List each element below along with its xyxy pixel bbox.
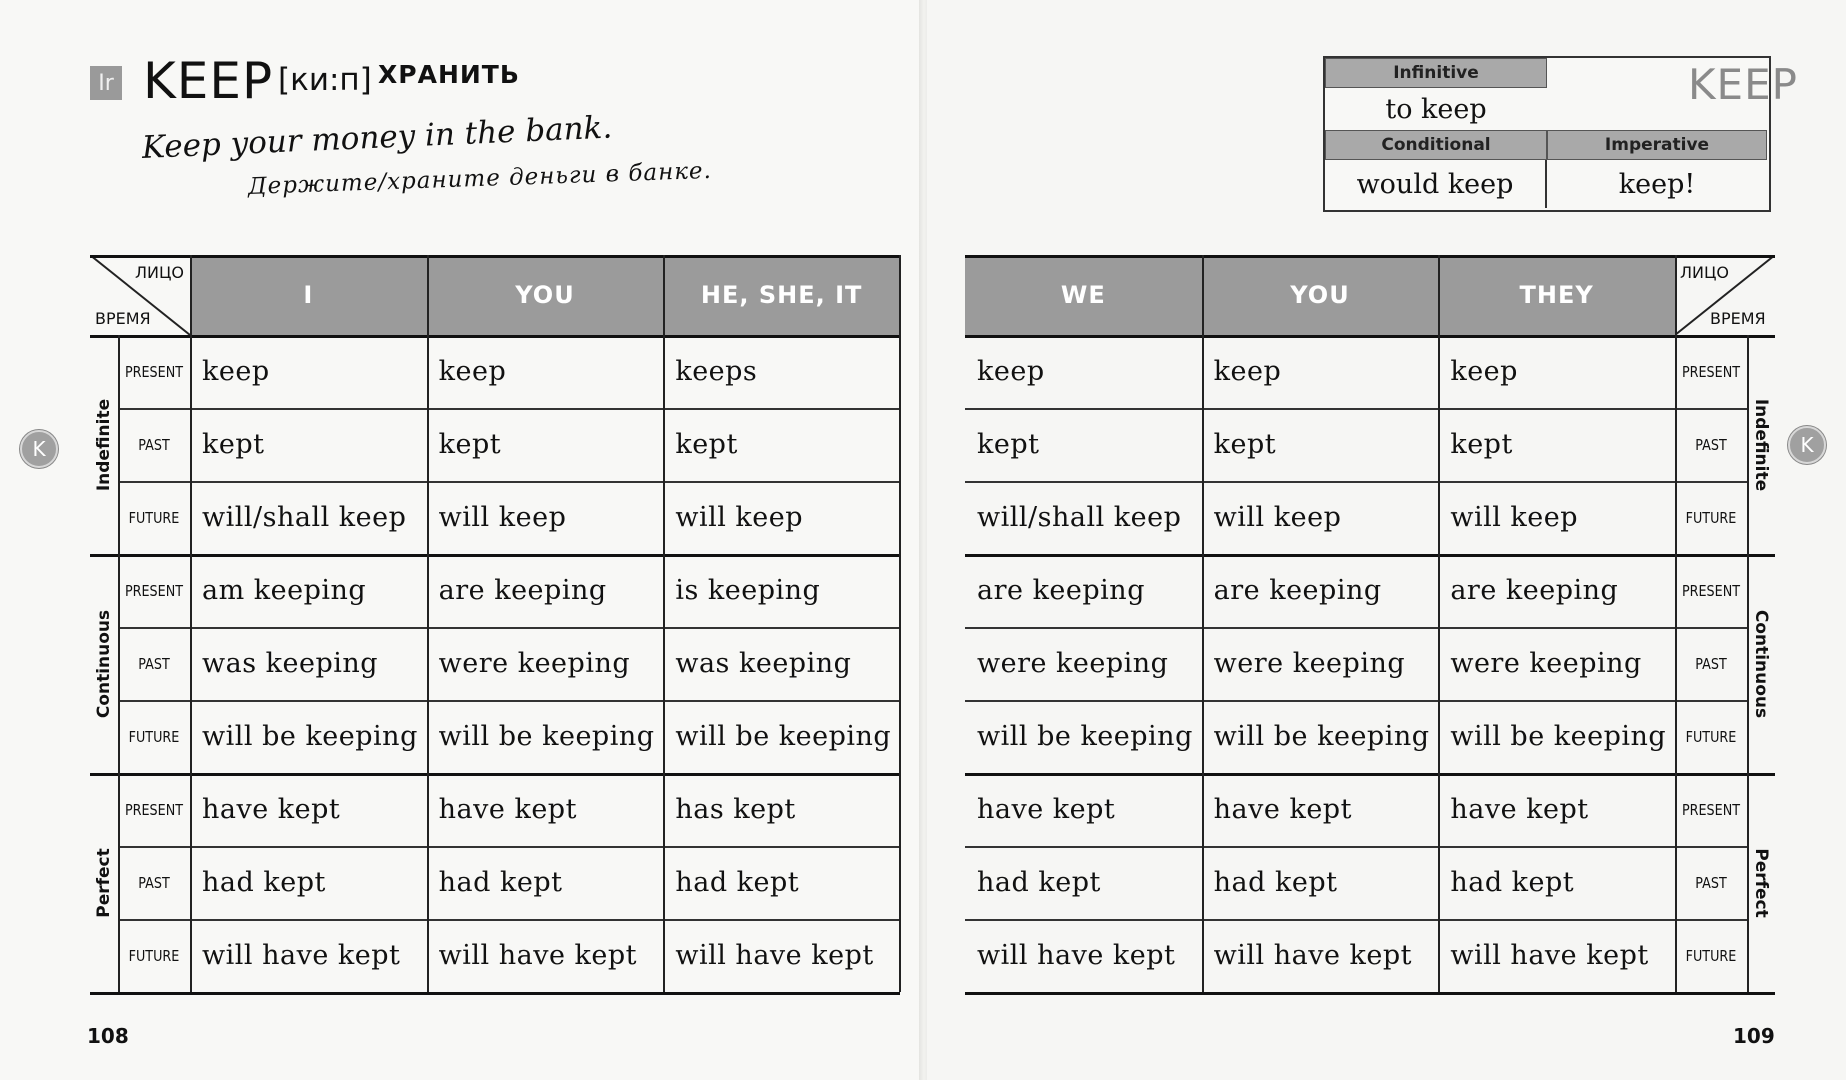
conditional-value: would keep <box>1325 160 1547 208</box>
conjugation-cell: are keeping <box>1213 574 1382 606</box>
example-sentence-en: Keep your money in the bank. <box>141 109 613 166</box>
conjugation-cell: will have kept <box>977 939 1176 971</box>
tense-label: FUTURE <box>1685 727 1737 746</box>
conjugation-cell: keep <box>202 355 270 387</box>
tense-label: PAST <box>138 435 170 454</box>
tense-label: FUTURE <box>1685 946 1737 965</box>
book-spine <box>919 0 927 1080</box>
tense-label: PAST <box>138 654 170 673</box>
conjugation-cell: were keeping <box>1450 647 1642 679</box>
conjugation-cell: will have kept <box>675 939 874 971</box>
conjugation-cell: will keep <box>675 501 804 533</box>
aspect-label: Continuous <box>94 609 114 718</box>
tense-label: PRESENT <box>1681 581 1741 600</box>
tense-label: PRESENT <box>124 581 184 600</box>
column-divider <box>1675 255 1677 992</box>
conjugation-cell: will have kept <box>438 939 638 971</box>
person-header: THEY <box>1519 281 1594 309</box>
conjugation-cell: had kept <box>675 866 800 898</box>
conjugation-cell: will be keeping <box>977 720 1193 752</box>
conjugation-cell: will be keeping <box>202 720 418 752</box>
example-sentence-ru: Держите/храните деньги в банке. <box>247 157 713 200</box>
tense-label: PRESENT <box>124 800 184 819</box>
column-divider <box>190 255 192 992</box>
tense-label: FUTURE <box>1685 508 1737 527</box>
conjugation-cell: will be keeping <box>1213 720 1430 752</box>
corner-person-label: ЛИЦО <box>135 263 185 282</box>
column-divider <box>427 255 429 992</box>
corner-person-label: ЛИЦО <box>1680 263 1730 282</box>
aspect-label: Perfect <box>94 847 114 918</box>
aspect-label: Indefinite <box>94 398 114 491</box>
tense-label: PAST <box>1695 435 1727 454</box>
conjugation-cell: will keep <box>1450 501 1579 533</box>
verb-title-secondary: KEEP <box>1688 60 1798 109</box>
conjugation-cell: have kept <box>977 793 1116 825</box>
conjugation-cell: are keeping <box>438 574 607 606</box>
conjugation-cell: was keeping <box>202 647 379 679</box>
conjugation-cell: are keeping <box>1450 574 1619 606</box>
column-divider <box>899 255 901 992</box>
conjugation-cell: are keeping <box>977 574 1145 606</box>
page-number-left: 108 <box>87 1024 129 1048</box>
tense-label: FUTURE <box>128 946 180 965</box>
conjugation-cell: keep <box>438 355 507 387</box>
corner-time-label: ВРЕМЯ <box>1710 309 1766 328</box>
conjugation-cell: were keeping <box>977 647 1169 679</box>
person-header: YOU <box>1290 281 1350 309</box>
conjugation-cell: kept <box>438 428 502 460</box>
conjugation-cell: keep <box>977 355 1045 387</box>
conjugation-cell: have kept <box>1450 793 1589 825</box>
irregular-badge: Ir <box>90 66 122 100</box>
table-top-border <box>90 255 900 258</box>
tense-label: FUTURE <box>128 727 180 746</box>
person-header: YOU <box>515 281 575 309</box>
row-divider <box>965 992 1775 995</box>
left-conjugation-table <box>90 255 900 1015</box>
conjugation-cell: will/shall keep <box>202 501 407 533</box>
column-divider <box>1438 255 1440 992</box>
conjugation-cell: had kept <box>977 866 1101 898</box>
imperative-value: keep! <box>1618 168 1696 200</box>
tense-label: PAST <box>1695 873 1727 892</box>
tense-label: PAST <box>138 873 170 892</box>
conjugation-cell: had kept <box>1213 866 1338 898</box>
conjugation-cell: kept <box>977 428 1040 460</box>
tense-label: PAST <box>1695 654 1727 673</box>
conjugation-cell: will have kept <box>1213 939 1413 971</box>
conjugation-cell: was keeping <box>675 647 852 679</box>
corner-time-label: ВРЕМЯ <box>95 309 151 328</box>
person-header: WE <box>1060 281 1106 309</box>
conjugation-cell: kept <box>675 428 738 460</box>
conjugation-cell: have kept <box>438 793 577 825</box>
corner-diagonal <box>90 255 190 335</box>
conjugation-cell: were keeping <box>438 647 631 679</box>
conjugation-cell: were keeping <box>1213 647 1406 679</box>
conditional-label: Conditional <box>1325 130 1547 160</box>
person-header: I <box>303 281 314 309</box>
conjugation-cell: have kept <box>202 793 341 825</box>
conjugation-cell: will keep <box>1213 501 1342 533</box>
conjugation-cell: had kept <box>202 866 326 898</box>
conjugation-cell: will have kept <box>1450 939 1649 971</box>
infinitive-label: Infinitive <box>1325 58 1547 88</box>
verb-translation: ХРАНИТЬ <box>378 60 520 89</box>
column-divider <box>1202 255 1204 992</box>
infinitive-value: to keep <box>1385 93 1487 125</box>
tense-label: PRESENT <box>1681 362 1741 381</box>
conjugation-cell: kept <box>202 428 265 460</box>
column-divider <box>663 255 665 992</box>
conjugation-cell: keeps <box>675 355 758 387</box>
conjugation-cell: had kept <box>1450 866 1575 898</box>
verb-transcription: [ки:п] <box>278 62 372 98</box>
column-divider <box>118 335 120 992</box>
conjugation-cell: will be keeping <box>1450 720 1667 752</box>
conjugation-cell: will be keeping <box>675 720 892 752</box>
conjugation-cell: keep <box>1213 355 1282 387</box>
conjugation-cell: have kept <box>1213 793 1352 825</box>
conjugation-cell: will have kept <box>202 939 401 971</box>
aspect-label: Perfect <box>1751 847 1771 918</box>
conjugation-cell: will keep <box>438 501 567 533</box>
column-divider <box>1747 335 1749 992</box>
letter-tab-right: K <box>1788 426 1826 464</box>
tense-label: FUTURE <box>128 508 180 527</box>
table-top-border <box>965 255 1775 258</box>
conjugation-cell: kept <box>1450 428 1513 460</box>
page-number-right: 109 <box>1733 1024 1775 1048</box>
row-divider <box>90 992 900 995</box>
conjugation-cell: had kept <box>438 866 563 898</box>
corner-diagonal <box>1675 255 1775 335</box>
conjugation-cell: has kept <box>675 793 796 825</box>
person-header: HE, SHE, IT <box>700 281 863 309</box>
tense-label: PRESENT <box>124 362 184 381</box>
conjugation-cell: keep <box>1450 355 1518 387</box>
aspect-label: Indefinite <box>1751 398 1771 491</box>
aspect-label: Continuous <box>1751 609 1771 718</box>
right-conjugation-table <box>965 255 1775 1015</box>
tense-label: PRESENT <box>1681 800 1741 819</box>
letter-tab-left: K <box>20 430 58 468</box>
conjugation-cell: will be keeping <box>438 720 655 752</box>
conjugation-cell: kept <box>1213 428 1277 460</box>
conjugation-cell: will/shall keep <box>977 501 1182 533</box>
conjugation-cell: am keeping <box>202 574 367 606</box>
imperative-label: Imperative <box>1547 130 1767 160</box>
conjugation-cell: is keeping <box>675 574 821 606</box>
verb-title: KEEP <box>143 52 274 110</box>
